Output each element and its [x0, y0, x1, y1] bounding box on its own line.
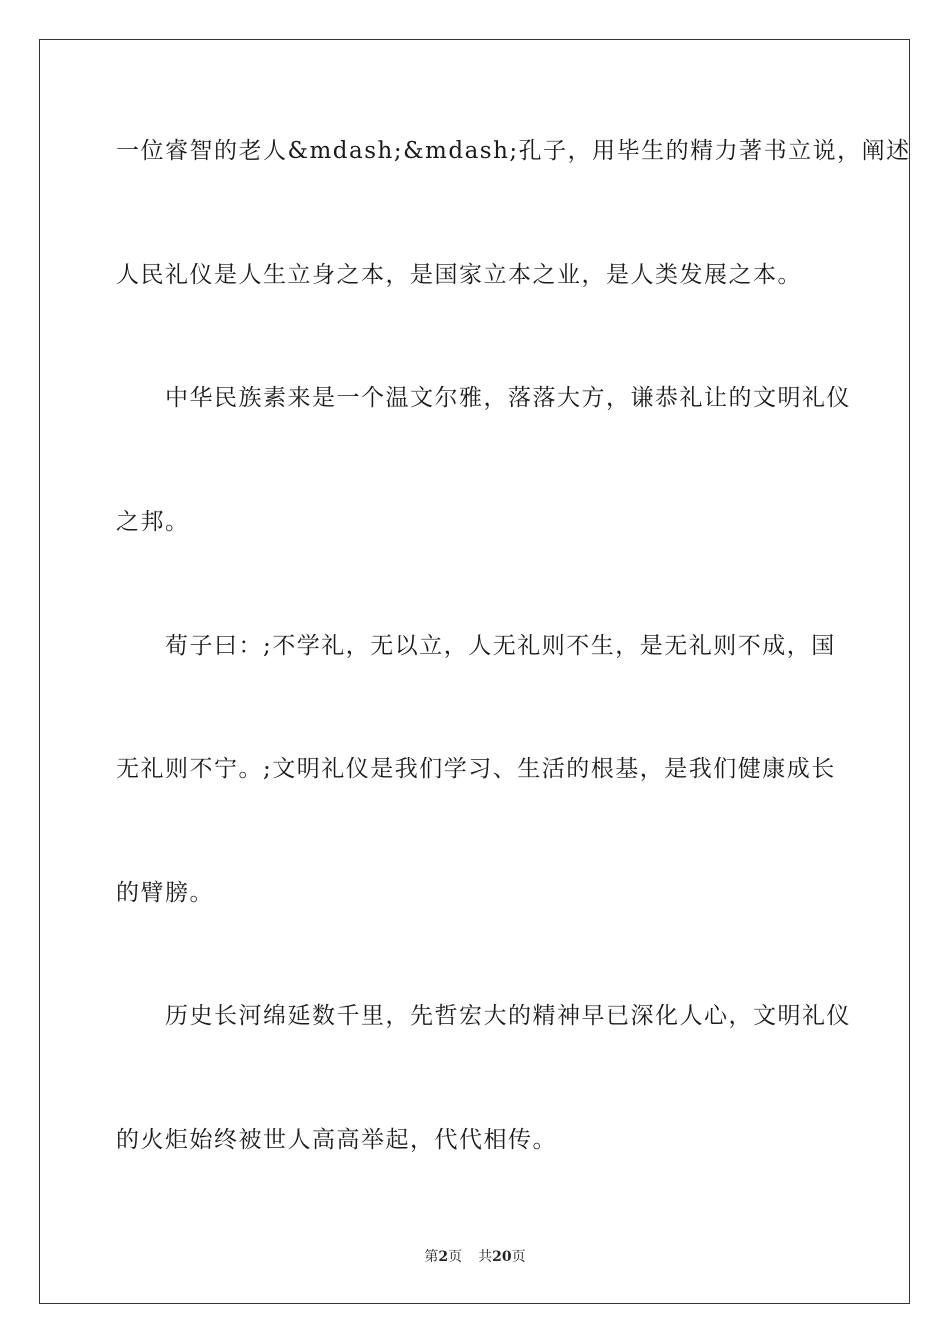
paragraph-2-line-2: 之邦。: [116, 509, 190, 535]
paragraph-2-line-1: 中华民族素来是一个温文尔雅，落落大方，谦恭礼让的文明礼仪: [165, 385, 851, 411]
paragraph-3-line-1: 荀子曰：;不学礼，无以立，人无礼则不生，是无礼则不成，国: [165, 633, 836, 659]
page-border: [39, 39, 910, 1304]
paragraph-4-line-2: 的火炬始终被世人高高举起，代代相传。: [116, 1127, 557, 1153]
footer-total-prefix: 共: [478, 1249, 493, 1265]
paragraph-4-line-1: 历史长河绵延数千里，先哲宏大的精神早已深化人心，文明礼仪: [165, 1003, 851, 1029]
footer-total-suffix: 页: [511, 1249, 526, 1265]
footer-page-number: 2: [438, 1249, 449, 1265]
footer-total-pages: 20: [492, 1249, 512, 1265]
paragraph-3-line-3: 的臂膀。: [116, 880, 214, 906]
footer-page-prefix: 第: [424, 1249, 439, 1265]
footer-page-suffix: 页: [448, 1249, 463, 1265]
paragraph-1-line-2: 人民礼仪是人生立身之本，是国家立本之业，是人类发展之本。: [116, 262, 802, 288]
paragraph-1-line-1: 一位睿智的老人&mdash;&mdash;孔子，用毕生的精力著书立说，阐述: [116, 138, 911, 164]
paragraph-3-line-2: 无礼则不宁。;文明礼仪是我们学习、生活的根基，是我们健康成长: [116, 756, 836, 782]
page-footer: [0, 1247, 950, 1267]
